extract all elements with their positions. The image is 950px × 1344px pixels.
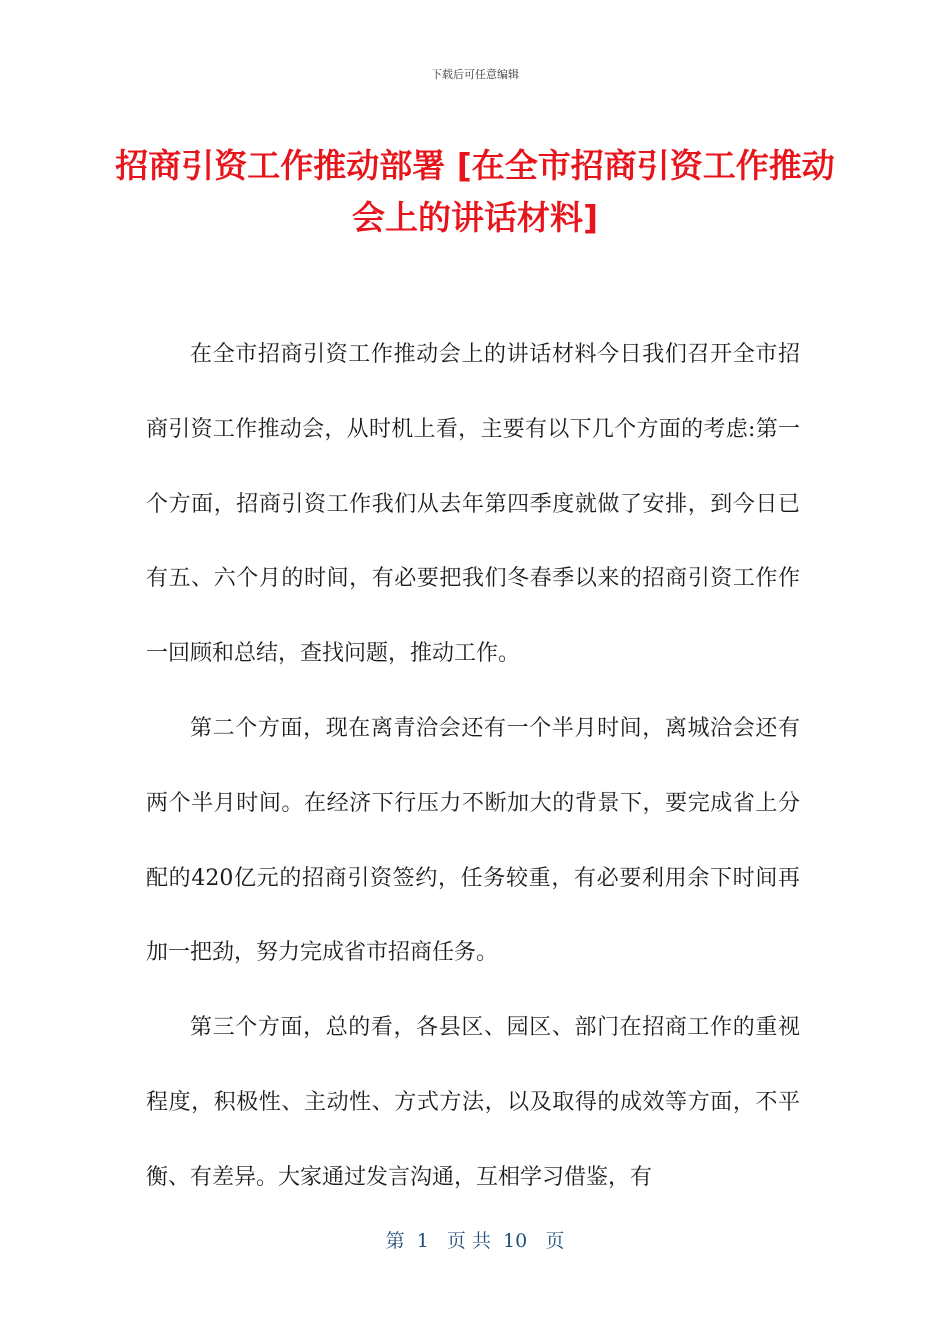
header-note: 下载后可任意编辑 bbox=[431, 68, 519, 81]
paragraph: 第三个方面，总的看，各县区、园区、部门在招商工作的重视程度，积极性、主动性、方式方法，以及取得的成效等方面，不平衡、有差异。大家通过发言沟通，互相学习借鉴，有 bbox=[146, 1015, 800, 1190]
page-number-footer: 第 1 页 共 10 页 bbox=[385, 1230, 565, 1252]
paragraph: 在全市招商引资工作推动会上的讲话材料今日我们召开全市招商引资工作推动会，从时机上看，主要有以下几个方面的考虑:第一个方面，招商引资工作我们从去年第四季度就做了安排，到今日已有五、六个月的时间，有必要把我们冬春季以来的招商引资工作作一回顾和总结，查找问题，推动工作。 bbox=[146, 342, 800, 667]
document-body bbox=[146, 318, 800, 1216]
document-title: 招商引资工作推动部署 [在全市招商引资工作推动会上的讲话材料] bbox=[115, 146, 835, 237]
paragraph: 第二个方面，现在离青洽会还有一个半月时间，离城洽会还有两个半月时间。在经济下行压力不断加大的背景下，要完成省上分配的420亿元的招商引资签约，任务较重，有必要利用余下时间再加一把劲，努力完成省市招商任务。 bbox=[146, 715, 800, 966]
